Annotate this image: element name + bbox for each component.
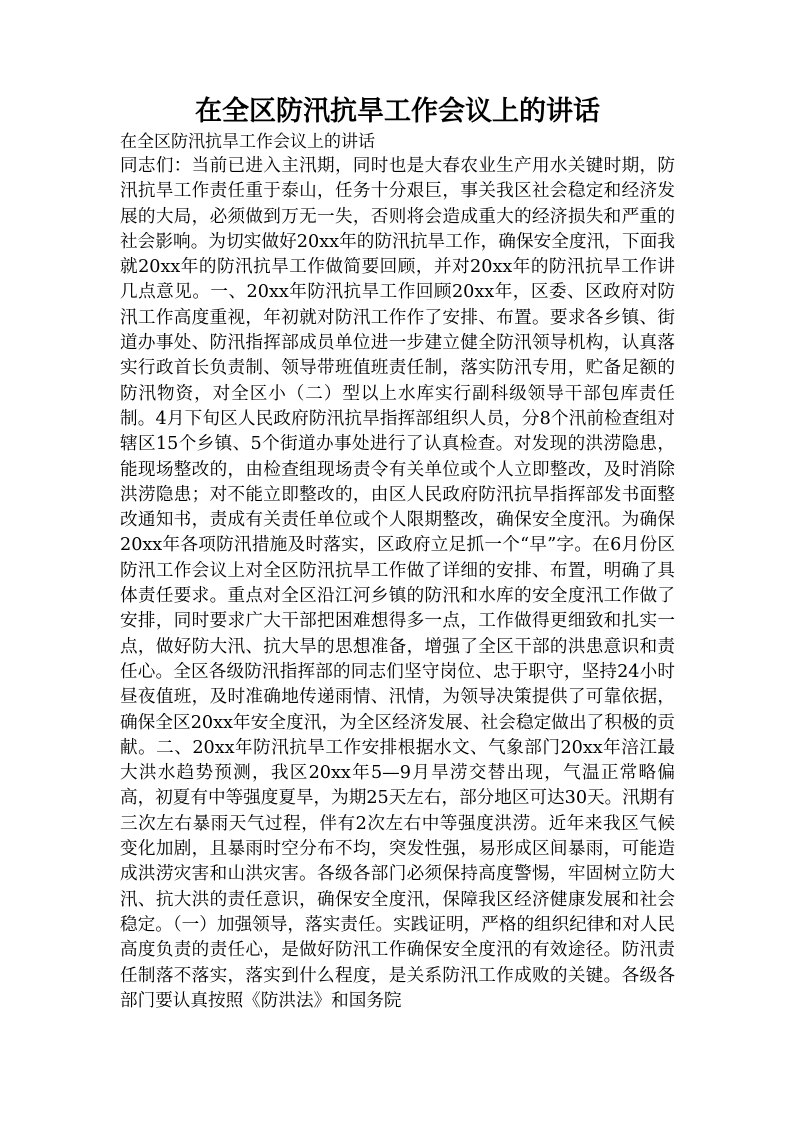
document-body: 同志们：当前已进入主汛期，同时也是大春农业生产用水关键时期，防汛抗旱工作责任重于泰山，任务十分艰巨，事关我区社会稳定和经济发展的大局，必须做到万无一失，否则将会造成重大的经济损失和严重的社会影响。为切实做好20xx年的防汛抗旱工作，确保安全度汛，下面我就20xx年的防汛抗旱工作做简要回顾，并对20xx年的防汛抗旱工作讲几点意见。一、20xx年防汛抗旱工作回顾20xx年，区委、区政府对防汛工作高度重视，年初就对防汛工作作了安排、布置。要求各乡镇、街道办事处、防汛指挥部成员单位进一步建立健全防汛领导机构，认真落实行政首长负责制、领导带班值班责任制，落实防汛专用，贮备足额的防汛物资，对全区小（二）型以上水库实行副科级领导干部包库责任制。4月下旬区人民政府防汛抗旱指挥部组织人员，分8个汛前检查组对辖区15个乡镇、5个街道办事处进行了认真检查。对发现的洪涝隐患，能现场整改的，由检查组现场责令有关单位或个人立即整改，及时消除洪涝隐患；对不能立即整改的，由区人民政府防汛抗旱指挥部发书面整改通知书，责成有关责任单位或个人限期整改，确保安全度汛。为确保20xx年各项防汛措施及时落实，区政府立足抓一个“早”字。在6月份区防汛工作会议上对全区防汛抗旱工作做了详细的安排、布置，明确了具体责任要求。重点对全区沿江河乡镇的防汛和水库的安全度汛工作做了安排，同时要求广大干部把困难想得多一点，工作做得更细致和扎实一点，做好防大汛、抗大旱的思想准备，增强了全区干部的洪患意识和责任心。全区各级防汛指挥部的同志们坚守岗位、忠于职守，坚持24小时昼夜值班，及时准确地传递雨情、汛情，为领导决策提供了可靠依据，确保全区20xx年安全度汛，为全区经济发展、社会稳定做出了积极的贡献。二、20xx年防汛抗旱工作安排根据水文、气象部门20xx年涪江最大洪水趋势预测，我区20xx年5—9月旱涝交替出现，气温正常略偏高，初夏有中等强度夏旱，为期25天左右，部分地区可达30天。汛期有三次左右暴雨天气过程，伴有2次左右中等强度洪涝。近年来我区气候变化加剧，且暴雨时空分布不均，突发性强，易形成区间暴雨，可能造成洪涝灾害和山洪灾害。各级各部门必须保持高度警惕，牢固树立防大汛、抗大洪的责任意识，确保安全度汛，保障我区经济健康发展和社会稳定。（一）加强领导，落实责任。实践证明，严格的组织纪律和对人民高度负责的责任心，是做好防汛工作确保安全度汛的有效途径。防汛责任制落不落实，落实到什么程度，是关系防汛工作成败的关键。各级各部门要认真按照《防洪法》和国务院 [120, 156, 675, 1011]
document-title: 在全区防汛抗旱工作会议上的讲话 [195, 96, 600, 127]
document-subtitle: 在全区防汛抗旱工作会议上的讲话 [120, 132, 375, 152]
